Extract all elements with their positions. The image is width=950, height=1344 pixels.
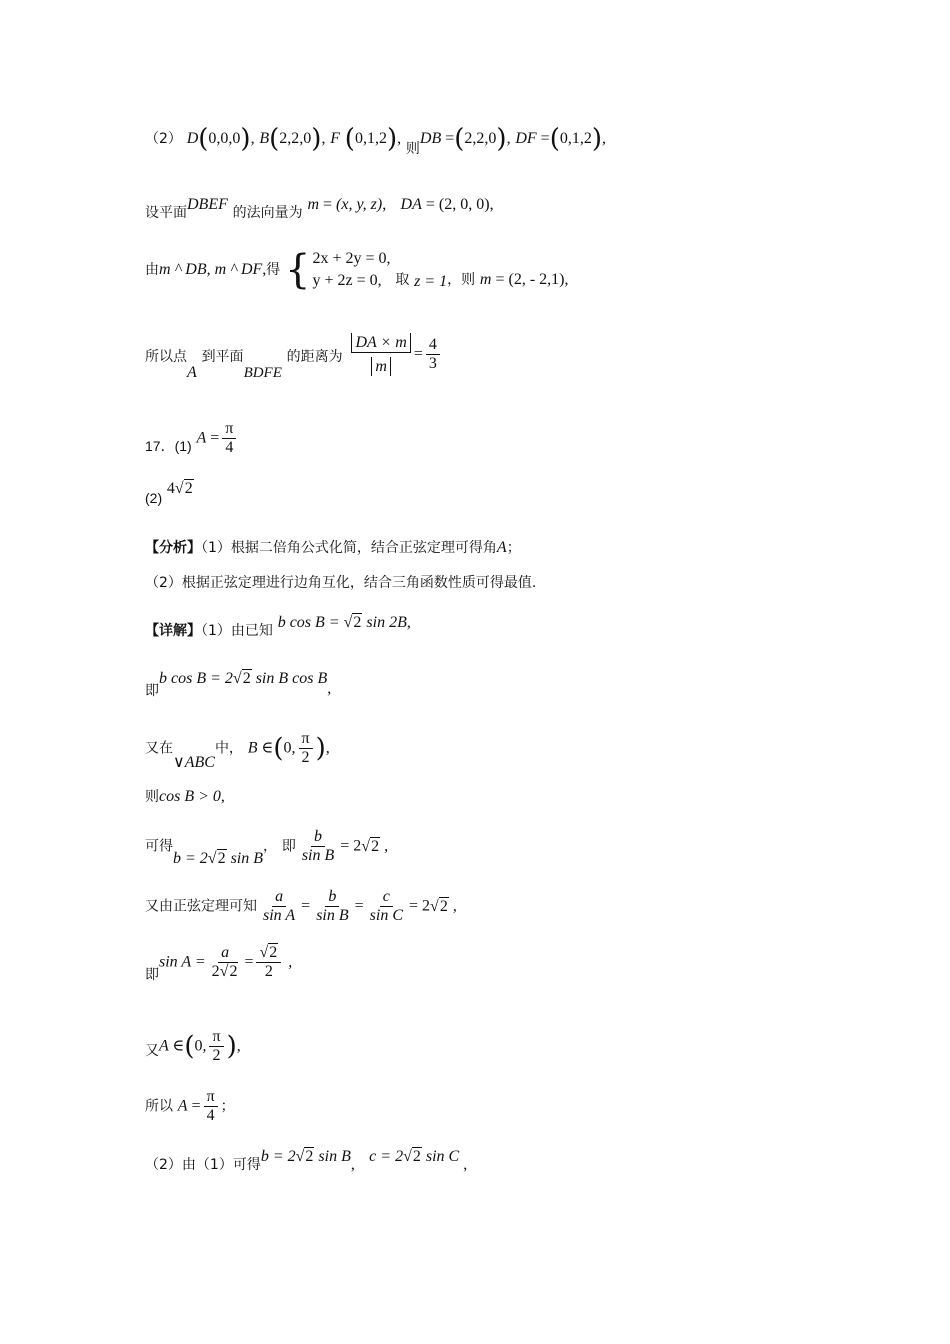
distance-numerator: DA × m — [355, 334, 407, 351]
frac-b: b — [311, 828, 325, 847]
vector-df: DF — [515, 130, 537, 147]
result-numerator: 4 — [426, 336, 440, 355]
analysis-line-2 — [145, 572, 536, 593]
frac-sin-c: sin C — [369, 907, 404, 924]
four: 4 — [225, 439, 234, 456]
text-suoyi-dian: 所以点 — [145, 348, 187, 365]
text-ze-3: 则 — [145, 789, 159, 805]
plane-dbef: DBEF — [187, 196, 228, 213]
equation-2: y + 2z = 0, — [312, 272, 382, 289]
normal-vector-line: 设平面DBEF 的法向量为 m = (x, y, z), DA = (2, 0, 0), — [145, 196, 494, 221]
a-in: A ∈ — [159, 1037, 185, 1055]
eq1-right: sin 2B — [362, 614, 407, 631]
analysis-end: ； — [506, 540, 521, 556]
text-de: 得 — [266, 262, 281, 278]
vector-df-value: 0,1,2 — [559, 130, 592, 147]
eq2-radicand: 2 — [242, 670, 251, 687]
analysis-angle-a: A — [496, 539, 507, 556]
text-qu: 取 — [395, 272, 410, 288]
analysis-text-2: （2）根据正弦定理进行边角互化，结合三角函数性质可得最值. — [145, 575, 537, 591]
text-ji-2: 即 — [281, 838, 296, 855]
eq3-radicand: 2 — [217, 849, 226, 867]
text-normal-vector: 的法向量为 — [232, 205, 303, 221]
part2-coordinates-line: （2） D(0,0,0), B(2,2,0), F (0,1,2), 则DB =(2,2,0), DF =(0,1,2), — [145, 124, 607, 157]
text-kede: 可得 — [145, 838, 173, 855]
cos-b-positive: cos B > 0 — [159, 788, 221, 805]
eq2-left: b cos B = 2 — [159, 670, 233, 687]
system-line: 由m ^ DB, m ^ DF,得 { 2x + 2y = 0, y + 2z = 0, 取 z = 1，则 m = (2, - 2,1), — [145, 247, 569, 293]
b-sin: sin B — [314, 1148, 351, 1165]
frac-sin-a: sin A — [263, 907, 296, 924]
detail-line-10: （2）由（1）可得b = 2√2 sin B, c = 2√2 sin C , — [145, 1148, 468, 1173]
vector-db: DB — [419, 130, 442, 147]
q17-answer-2: (2) 4√2 — [145, 480, 193, 506]
text-ze: 则 — [405, 141, 420, 157]
q17-answer-1: 17．(1) A = $\frac{\pi}{4}$ — [145, 420, 239, 457]
analysis-tag: 【分析】 — [145, 540, 201, 556]
detail-line-6: 又由正弦定理可知 $\frac{a}{\text{sin A}}$ = $\frac{b}{\text{sin B}}$ = $\frac{c}{\text{sin C}}$ = 2√2 , — [145, 888, 457, 924]
detail-line-3: 又在∨ABC中， B ∈(0, $\frac{\pi}{2}$ ), — [145, 730, 330, 771]
distance-line: 所以点A 到平面BDFE 的距离为 $\frac{DA \times m}{m}$ = $\frac{4}{3}$ — [145, 333, 443, 376]
part2-text: （2）由（1）可得 — [145, 1157, 261, 1173]
answer-radicand: 2 — [184, 480, 193, 497]
vector-da-value: (2, 0, 0) — [438, 196, 490, 213]
triangle-abc: ∨ABC — [173, 753, 215, 771]
frac-a: a — [272, 888, 286, 907]
text-ze-2: 则 — [461, 272, 476, 288]
detail-line-1: 【详解】（1）由已知 b cos B = √2 sin 2B, — [145, 614, 411, 639]
detail-line-2: 即b cos B = 2√2 sin B cos B, — [145, 670, 332, 699]
sin-a: sin A = — [159, 953, 206, 971]
eq3-left: b = 2 — [173, 849, 208, 867]
frac-c: c — [380, 888, 393, 907]
four-final: 4 — [206, 1107, 215, 1124]
b-in: B ∈ — [247, 739, 274, 757]
detail-text-1: （1）由已知 — [201, 623, 273, 639]
pi-b: π — [299, 730, 313, 749]
vector-m-2: m — [479, 271, 492, 288]
two-den: 2 — [264, 963, 273, 980]
eq2-right: sin B cos B — [251, 670, 328, 687]
part-label: （2） — [145, 131, 182, 147]
point-d-coords: 0,0,0 — [208, 130, 241, 147]
point-f-coords: 0,1,2 — [354, 130, 387, 147]
text-zhong: 中， — [214, 740, 243, 757]
point-d: D — [186, 130, 199, 147]
vector-m-result: (2, - 2,1) — [508, 271, 565, 288]
detail-line-8: 又A ∈(0, $\frac{\pi}{2}$ ), — [145, 1028, 241, 1064]
vector-da: DA — [400, 196, 422, 213]
eq3-right: sin B — [226, 849, 264, 867]
point-b: B — [259, 130, 270, 147]
analysis-text-1: （1）根据二倍角公式化简，结合正弦定理可得角 — [201, 540, 497, 556]
vector-db-value: 2,2,0 — [464, 130, 497, 147]
frac-sin-b: sin B — [301, 847, 335, 864]
equation-system: { 2x + 2y = 0, y + 2z = 0, — [285, 247, 391, 293]
text-she-pingmian: 设平面 — [145, 205, 187, 221]
result-denominator: 3 — [428, 355, 437, 372]
zero: 0, — [283, 739, 296, 757]
z-value: z = 1 — [414, 273, 448, 290]
vector-m: m — [307, 196, 319, 213]
b-eq: b = 2 — [260, 1148, 296, 1165]
text-dao-pingmian: 到平面 — [201, 348, 244, 365]
two-b: 2 — [301, 749, 310, 766]
text-youzai: 又在 — [145, 740, 173, 757]
detail-line-5: 可得b = 2√2 sin B， 即 $\frac{b}{\text{sin B}}$ = 2√2 , — [145, 828, 389, 867]
q17-label: 17．(1) — [145, 437, 192, 454]
pi: π — [222, 420, 236, 439]
vector-m-value: (x, y, z) — [336, 196, 383, 213]
c-eq: c = 2 — [369, 1148, 404, 1165]
q17-label-2: (2) — [145, 490, 163, 506]
c-sin: sin C — [421, 1148, 460, 1165]
angle-a-final: A — [177, 1097, 188, 1115]
radicand-2: 2 — [371, 837, 380, 855]
point-b-coords: 2,2,0 — [279, 130, 312, 147]
eq1-left: b cos B = — [277, 614, 344, 631]
answer-coefficient: 4 — [166, 480, 175, 497]
detail-line-7: 即sin A = $\frac{a}{2√2}$ = $\frac{√2}{2}$ , — [145, 944, 293, 983]
distance-fraction — [351, 333, 410, 376]
perpendicular-condition: m ^ DB, m ^ DF — [159, 261, 263, 278]
analysis-line-1 — [145, 537, 521, 558]
text-you-2: 又 — [145, 1042, 159, 1059]
equation-1: 2x + 2y = 0, — [312, 250, 391, 267]
text-you: 由 — [145, 262, 159, 278]
distance-result — [426, 336, 440, 373]
detail-line-9: 所以 A = $\frac{\pi}{4}$ ； — [145, 1088, 235, 1124]
text-sine-law: 又由正弦定理可知 — [145, 898, 257, 915]
eq1-radicand: 2 — [353, 614, 362, 631]
point-f: F — [330, 130, 341, 147]
point-a: A — [187, 363, 197, 381]
distance-denominator: m — [375, 358, 387, 375]
angle-a: A — [196, 429, 207, 447]
text-ji: 即 — [145, 683, 159, 699]
text-ji-3: 即 — [145, 966, 159, 983]
text-suoyi: 所以 — [145, 1098, 173, 1115]
text-juli: 的距离为 — [286, 348, 343, 365]
plane-bdfe: BDFE — [243, 364, 282, 381]
equals-2: = 2 — [340, 837, 362, 855]
detail-line-4: 则cos B > 0, — [145, 788, 225, 805]
detail-tag: 【详解】 — [145, 623, 201, 639]
